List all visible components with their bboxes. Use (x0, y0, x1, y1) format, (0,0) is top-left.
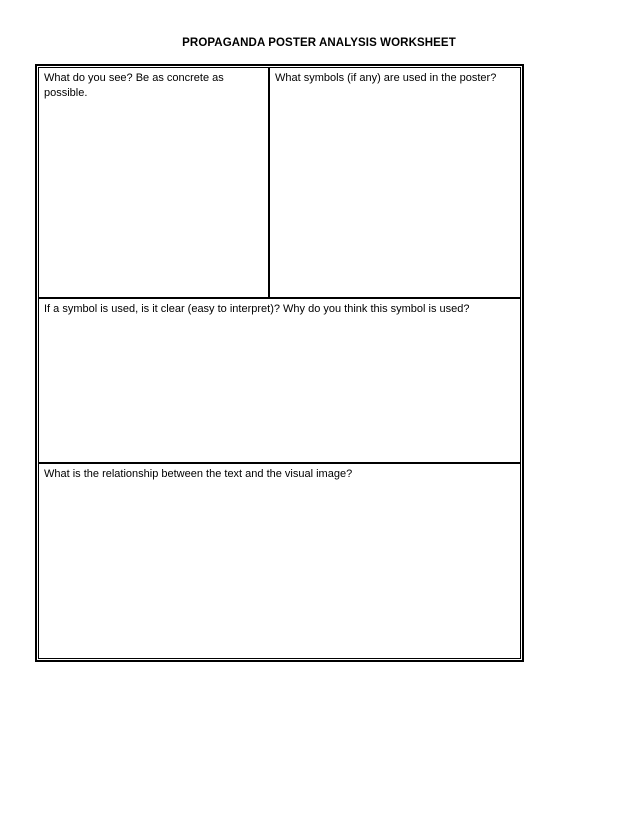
answer-box-symbol-clarity[interactable] (39, 299, 520, 464)
page-title: PROPAGANDA POSTER ANALYSIS WORKSHEET (182, 37, 456, 49)
answer-box-what-do-you-see[interactable] (39, 68, 270, 299)
prompt-text-image-relationship: What is the relationship between the text and the visual image? (44, 468, 353, 480)
prompt-symbols-used: What symbols (if any) are used in the poster? (275, 72, 497, 84)
answer-box-symbols-used[interactable] (270, 68, 520, 299)
worksheet-inner-border (38, 67, 521, 659)
answer-box-text-image-relationship[interactable] (39, 464, 520, 658)
prompt-symbol-clarity: If a symbol is used, is it clear (easy to interpret)? Why do you think this symbol is used? (44, 303, 470, 315)
worksheet-table (35, 64, 524, 662)
prompt-what-do-you-see: What do you see? Be as concrete as possible. (44, 72, 224, 99)
